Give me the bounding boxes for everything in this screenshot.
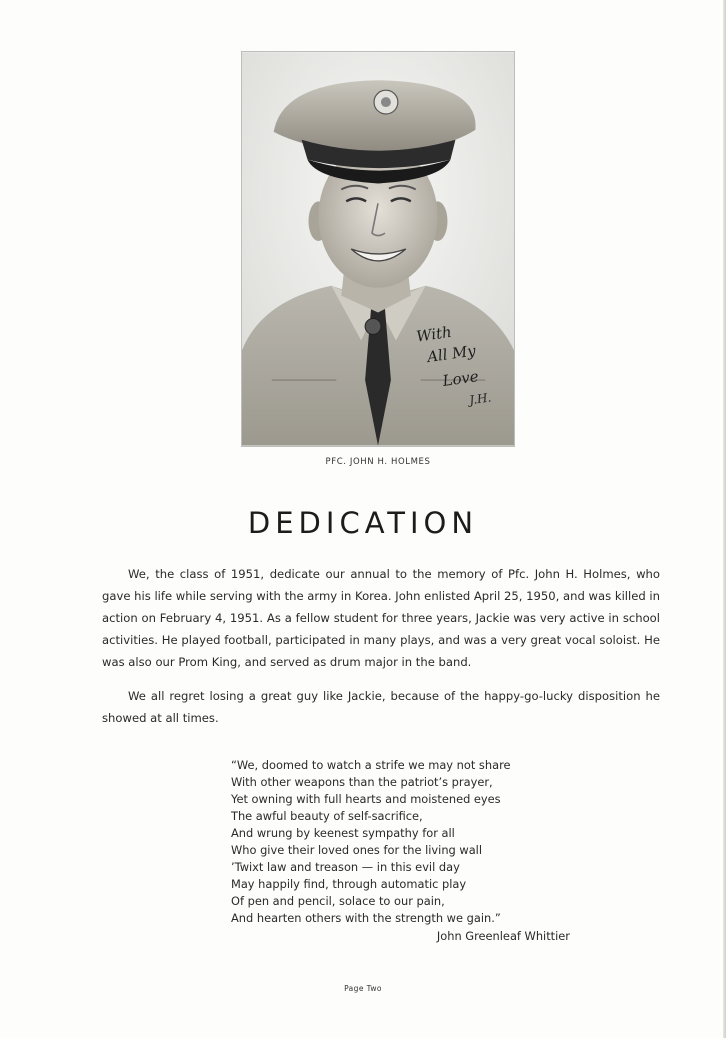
inscription-line: J.H. [468,390,493,408]
poem-line: The awful beauty of self-sacrifice, [231,809,423,823]
inscription-line: With [415,322,453,346]
poem-line: “We, doomed to watch a strife we may not share [231,758,511,772]
poem-line: May happily find, through automatic play [231,877,467,891]
poem-line: Yet owning with full hearts and moistened eyes [231,792,501,806]
poem-line: With other weapons than the patriot’s prayer, [231,775,493,789]
page-title: DEDICATION [247,506,479,540]
dedication-paragraph: We all regret losing a great guy like Jackie, because of the happy-go-lucky disposition he showed at all times. [102,689,660,725]
poem-line: And hearten others with the strength we gain.” [231,911,501,925]
poem-attribution: John Greenleaf Whittier [436,929,570,943]
dedication-paragraph: We, the class of 1951, dedicate our annual to the memory of Pfc. John H. Holmes, who gave his life while serving with the army in Korea. John enlisted April 25, 1950, and was killed in action on February 4, 1951. As a fellow student for three years, Jackie was very active in school activities. He played football, participated in many plays, and was a very great vocal soloist. He was also our Prom King, and served as drum major in the band. [102,567,660,669]
poem-line: Of pen and pencil, solace to our pain, [231,894,445,908]
poem-line: ’Twixt law and treason — in this evil day [231,860,460,874]
inscription-line: Love [441,367,480,390]
photo-caption: PFC. JOHN H. HOLMES [325,457,431,467]
soldier-portrait-image [242,52,514,446]
poem-quote [231,757,571,927]
poem-line: And wrung by keenest sympathy for all [231,826,455,840]
inscription-line: All My [426,341,477,367]
page-number: Page Two [344,984,382,993]
poem-line: Who give their loved ones for the living wall [231,843,483,857]
portrait-photo [241,51,515,447]
